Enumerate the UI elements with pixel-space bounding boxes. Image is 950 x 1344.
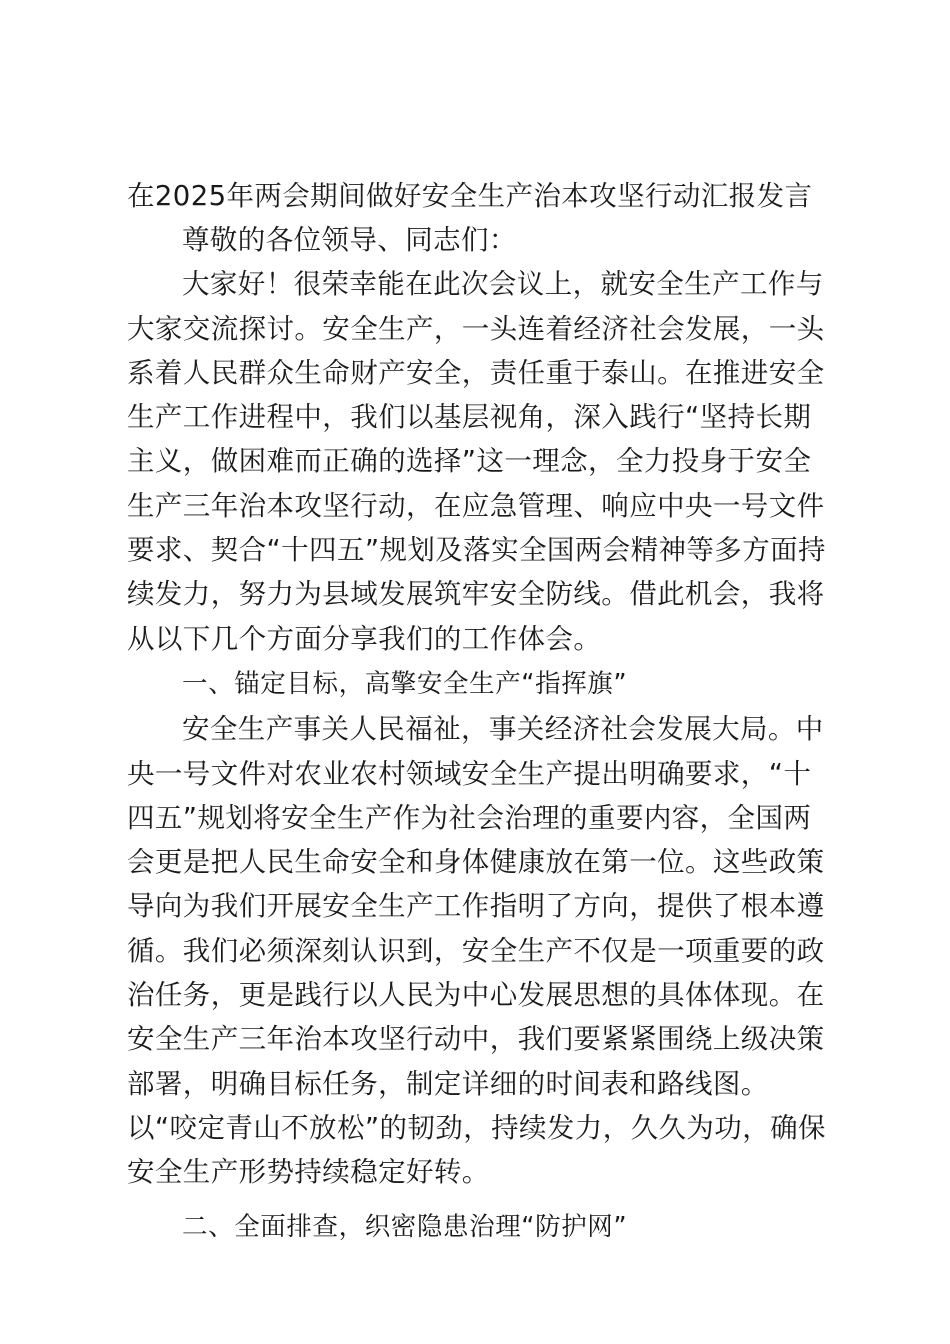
section-1-paragraph: 安全生产事关人民福祉，事关经济社会发展大局。中央一号文件对农业农村领域安全生产提出明确要求，“十四五”规划将安全生产作为社会治理的重要内容，全国两会更是把人民生命安全和身体健康放在第一位。这些政策导向为我们开展安全生产工作指明了方向，提供了根本遵循。我们必须深刻认识到，安全生产不仅是一项重要的政治任务，更是践行以人民为中心发展思想的具体体现。在安全生产三年治本攻坚行动中，我们要紧紧围绕上级决策部署，明确目标任务，制定详细的时间表和路线图。以“咬定青山不放松”的韧劲，持续发力，久久为功，确保安全生产形势持续稳定好转。 <box>127 713 826 1189</box>
document-body <box>127 174 833 1250</box>
document-title: 在2025年两会期间做好安全生产治本攻坚行动汇报发言 <box>127 180 813 212</box>
section-heading-1: 一、锚定目标，高擎安全生产“指挥旗” <box>182 668 628 699</box>
section-heading-2: 二、全面排查，织密隐患治理“防护网” <box>182 1211 628 1242</box>
intro-paragraph: 大家好！很荣幸能在此次会议上，就安全生产工作与大家交流探讨。安全生产，一头连着经济社会发展，一头系着人民群众生命财产安全，责任重于泰山。在推进安全生产工作进程中，我们以基层视角，深入践行“坚持长期主义，做困难而正确的选择”这一理念，全力投身于安全生产三年治本攻坚行动，在应急管理、响应中央一号文件要求、契合“十四五”规划及落实全国两会精神等多方面持续发力，努力为县域发展筑牢安全防线。借此机会，我将从以下几个方面分享我们的工作体会。 <box>127 268 826 655</box>
salutation: 尊敬的各位领导、同志们： <box>182 224 517 256</box>
